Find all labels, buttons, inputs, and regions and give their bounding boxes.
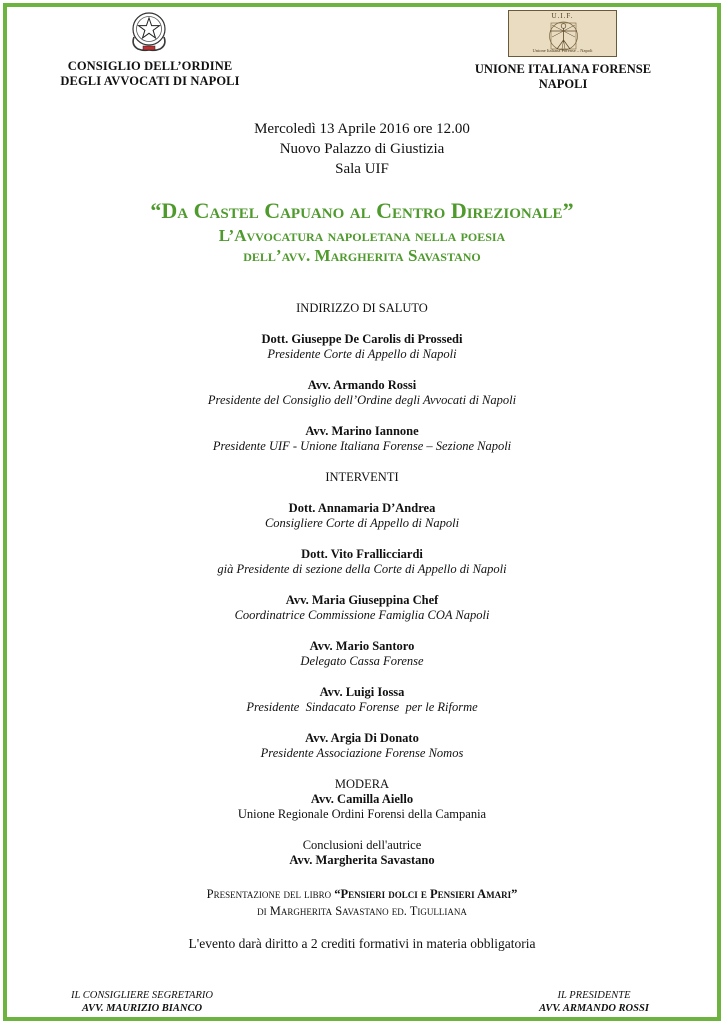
speaker-role: Presidente Corte di Appello di Napoli xyxy=(267,347,457,361)
speaker-name: Avv. Marino Iannone xyxy=(305,424,419,438)
conclusions-heading: Conclusioni dell'autrice xyxy=(302,838,422,852)
speaker-role: Delegato Cassa Forense xyxy=(300,654,424,668)
speaker-name: Avv. Maria Giuseppina Chef xyxy=(285,593,439,607)
event-subtitle-line1: L’Avvocatura napoletana nella poesia xyxy=(218,226,506,245)
footer-secretary-name: AVV. MAURIZIO BIANCO xyxy=(81,1003,203,1014)
speaker-role: Presidente Sindacato Forense per le Riforme xyxy=(246,700,478,714)
speaker-role: Presidente Associazione Forense Nomos xyxy=(260,746,464,760)
left-org-line2: DEGLI AVVOCATI DI NAPOLI xyxy=(60,74,240,88)
greetings-heading: INDIRIZZO DI SALUTO xyxy=(296,301,428,315)
right-org-line2: NAPOLI xyxy=(538,77,588,91)
event-subtitle-line2: dell’avv. Margherita Savastano xyxy=(243,246,481,265)
left-organization xyxy=(40,59,260,89)
speaker-name: Avv. Armando Rossi xyxy=(307,378,417,392)
footer-secretary-title: IL CONSIGLIERE SEGRETARIO xyxy=(71,990,213,1001)
speaker-role: Presidente UIF - Unione Italiana Forense – Sezione Napoli xyxy=(212,439,512,453)
speaker-name: Avv. Luigi Iossa xyxy=(319,685,405,699)
interventions-heading: INTERVENTI xyxy=(325,470,399,484)
credits-note: L'evento darà diritto a 2 crediti formativi in materia obbligatoria xyxy=(188,936,536,951)
footer-president-name: AVV. ARMANDO ROSSI xyxy=(539,1003,649,1014)
speaker-name: Avv. Argia Di Donato xyxy=(305,731,419,745)
book-title: “Pensieri dolci e Pensieri Amari” xyxy=(334,887,518,901)
speaker-role: Consigliere Corte di Appello di Napoli xyxy=(264,516,460,530)
book-presentation xyxy=(0,886,724,902)
right-organization xyxy=(468,62,658,92)
conclusions-name: Avv. Margherita Savastano xyxy=(289,853,435,867)
uif-logo-bottom-text: Unione Italiana Forense – Napoli xyxy=(532,48,593,53)
speaker-name: Dott. Vito Frallicciardi xyxy=(301,547,423,561)
footer-secretary xyxy=(42,989,242,1015)
book-author-publisher: di Margherita Savastano ed. Tigulliana xyxy=(257,904,467,918)
event-title: “Da Castel Capuano al Centro Direzionale” xyxy=(150,198,574,223)
uif-logo-top-text: U.I.F. xyxy=(551,12,574,20)
moderator-organization: Unione Regionale Ordini Forensi della Campania xyxy=(237,807,487,821)
uif-logo xyxy=(508,10,617,57)
footer-president xyxy=(494,989,694,1015)
right-org-line1: UNIONE ITALIANA FORENSE xyxy=(474,62,652,76)
speaker-name: Dott. Annamaria D’Andrea xyxy=(288,501,436,515)
footer-president-title: IL PRESIDENTE xyxy=(557,990,631,1001)
book-prefix: Presentazione del libro xyxy=(206,887,335,901)
left-org-line1: CONSIGLIO DELL’ORDINE xyxy=(67,59,233,73)
speaker-name: Avv. Mario Santoro xyxy=(309,639,415,653)
event-date: Mercoledì 13 Aprile 2016 ore 12.00 xyxy=(254,121,470,137)
speaker-role: Coordinatrice Commissione Famiglia COA Napoli xyxy=(234,608,490,622)
speaker-role: Presidente del Consiglio dell’Ordine degli Avvocati di Napoli xyxy=(207,393,517,407)
event-room: Sala UIF xyxy=(335,161,389,177)
speaker-name: Dott. Giuseppe De Carolis di Prossedi xyxy=(261,332,463,346)
speaker-role: già Presidente di sezione della Corte di Appello di Napoli xyxy=(217,562,507,576)
republic-emblem-icon xyxy=(128,9,170,53)
event-place: Nuovo Palazzo di Giustizia xyxy=(279,141,445,157)
moderator-heading: MODERA xyxy=(334,777,390,791)
moderator-name: Avv. Camilla Aiello xyxy=(310,792,414,806)
